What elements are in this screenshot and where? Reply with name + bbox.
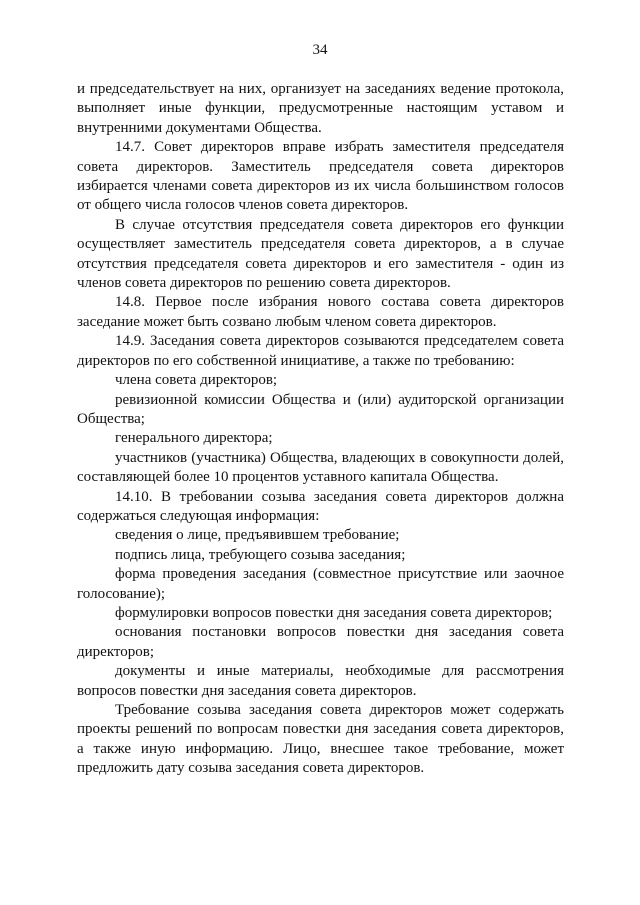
list-item-board-member: члена совета директоров; (115, 372, 278, 389)
list-item-signature: подпись лица, требующего созыва заседания; (115, 546, 406, 563)
list-item-documents: документы и иные материалы, необходимые для рассмотрения вопросов повестки дня заседания совета директоров. (77, 663, 564, 699)
clause-14-10: 14.10. В требовании созыва заседания совета директоров должна содержаться следующая информация: (77, 488, 564, 524)
page-number: 34 (312, 42, 328, 58)
paragraph-continuation: и председательствует на них, организует на заседаниях ведение протокола, выполняет иные функции, предусмотренные настоящим уставом и внутренними документами Общества. (77, 81, 564, 136)
clause-14-8: 14.8. Первое после избрания нового состава совета директоров заседание может быть созвано любым членом совета директоров. (77, 294, 564, 330)
list-item-meeting-form: форма проведения заседания (совместное присутствие или заочное голосование); (77, 566, 564, 602)
paragraph-deputy-chair-absence: В случае отсутствия председателя совета директоров его функции осуществляет заместитель председателя совета директоров, а в случае отсутствия председателя совета директоров и его заместителя - один из членов совета директоров по решению совета директоров. (77, 216, 564, 292)
list-item-audit-commission: ревизионной комиссии Общества и (или) аудиторской организации Общества; (77, 391, 564, 427)
list-item-participants: участников (участника) Общества, владеющих в совокупности долей, составляющей более 10 процентов уставного капитала Общества. (77, 449, 564, 486)
list-item-agenda-wording: формулировки вопросов повестки дня заседания совета директоров; (115, 604, 553, 621)
paragraph-draft-decisions: Требование созыва заседания совета директоров может содержать проекты решений по вопросам повестки дня заседания совета директоров, а также иную информацию. Лицо, внесшее такое требование, может предложить дату созыва заседания совета директоров. (77, 702, 564, 777)
list-item-requester-info: сведения о лице, предъявившем требование; (115, 527, 400, 544)
list-item-agenda-grounds: основания постановки вопросов повестки дня заседания совета директоров; (77, 624, 564, 660)
list-item-general-director: генерального директора; (115, 430, 273, 447)
clause-14-9: 14.9. Заседания совета директоров созываются председателем совета директоров по его собственной инициативе, а также по требованию: (77, 333, 564, 369)
document-body (77, 80, 564, 779)
clause-14-7: 14.7. Совет директоров вправе избрать заместителя председателя совета директоров. Заместитель председателя совета директоров избирается членами совета директоров из их числа большинством голосов от общего числа голосов членов совета директоров. (77, 139, 564, 214)
